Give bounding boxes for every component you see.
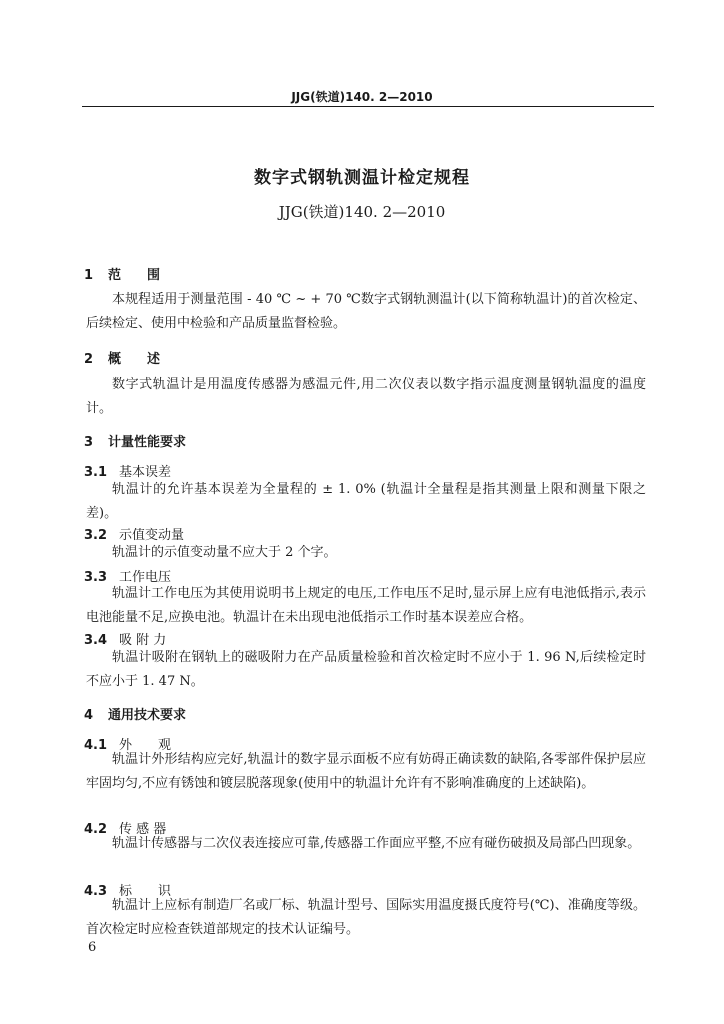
subsection-title: 吸 附 力: [119, 633, 167, 648]
subsection-title: 外 观: [119, 738, 172, 753]
subsection-number: 3.3: [84, 570, 108, 585]
section-number: 3: [84, 435, 94, 450]
subsection-3-2-text: 轨温计的示值变动量不应大于 2 个字。: [112, 545, 337, 560]
document-title: 数字式钢轨测温计检定规程: [254, 168, 470, 188]
section-title: 范 围: [108, 268, 161, 283]
subsection-4-3-text: 轨温计上应标有制造厂名或厂标、轨温计型号、国际实用温度摄氏度符号(℃)、准确度等级。首次检定时应检查铁道部规定的技术认证编号。: [86, 898, 646, 937]
subsection-4-1-text: 轨温计外形结构应完好,轨温计的数字显示面板不应有妨碍正确读数的缺陷,各零部件保护层应牢固均匀,不应有锈蚀和镀层脱落现象(使用中的轨温计允许有不影响准确度的上述缺陷)。: [86, 752, 646, 791]
section-number: 2: [84, 352, 94, 367]
document-code: JJG(铁道)140. 2—2010: [278, 203, 446, 221]
section-heading-1: [84, 264, 160, 283]
section-number: 1: [84, 268, 94, 283]
page-number: 6: [88, 940, 97, 955]
subsection-number: 3.4: [84, 633, 108, 648]
header-rule: [82, 106, 654, 107]
subsection-4-2-text: 轨温计传感器与二次仪表连接应可靠,传感器工作面应平整,不应有碰伤破损及局部凸凹现象。: [112, 836, 641, 851]
subsection-number: 3.1: [84, 465, 108, 480]
subsection-number: 4.2: [84, 822, 108, 837]
subsection-title: 传 感 器: [119, 822, 167, 837]
subsection-title: 工作电压: [119, 570, 172, 585]
subsection-title: 基本误差: [119, 465, 172, 480]
section-title: 通用技术要求: [108, 708, 187, 723]
running-header: JJG(铁道)140. 2—2010: [291, 90, 433, 104]
subsection-3-3-text: 轨温计工作电压为其使用说明书上规定的电压,工作电压不足时,显示屏上应有电池低指示,表示电池能量不足,应换电池。轨温计在未出现电池低指示工作时基本误差应合格。: [86, 586, 646, 625]
subsection-title: 标 识: [119, 884, 172, 899]
section-heading-3: [84, 431, 186, 450]
subsection-number: 3.2: [84, 528, 108, 543]
subsection-number: 4.1: [84, 738, 108, 753]
subsection-title: 示值变动量: [119, 528, 185, 543]
section-title: 计量性能要求: [108, 435, 187, 450]
section-2-paragraph: 数字式轨温计是用温度传感器为感温元件,用二次仪表以数字指示温度测量钢轨温度的温度计。: [86, 377, 646, 416]
section-1-paragraph: 本规程适用于测量范围 - 40 ℃ ~ + 70 ℃数字式钢轨测温计(以下简称轨温计)的首次检定、后续检定、使用中检验和产品质量监督检验。: [86, 292, 646, 331]
subsection-number: 4.3: [84, 884, 108, 899]
section-title: 概 述: [108, 352, 161, 367]
section-heading-2: [84, 348, 160, 367]
section-heading-4: [84, 704, 186, 723]
section-number: 4: [84, 708, 94, 723]
subsection-3-4-text: 轨温计吸附在钢轨上的磁吸附力在产品质量检验和首次检定时不应小于 1. 96 N,后续检定时不应小于 1. 47 N。: [86, 650, 646, 689]
subsection-3-1-text: 轨温计的允许基本误差为全量程的 ± 1. 0% (轨温计全量程是指其测量上限和测量下限之差)。: [86, 482, 646, 521]
